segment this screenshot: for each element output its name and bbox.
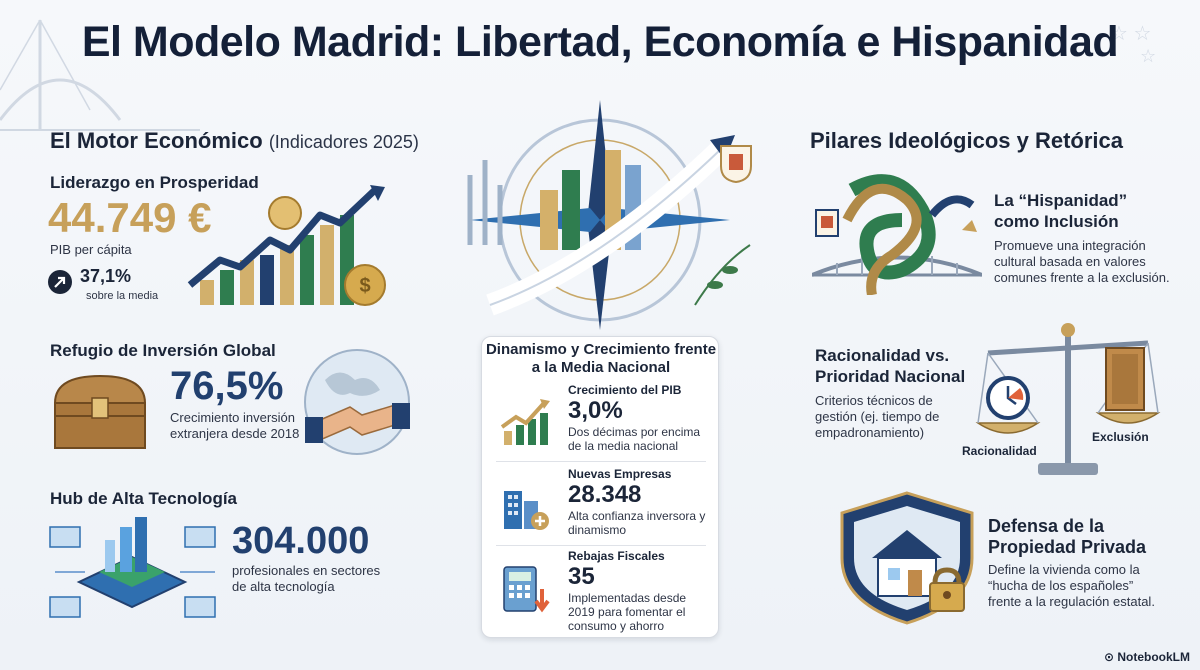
- compass-skyline-illustration: [430, 95, 770, 335]
- tech-professionals-caption: profesionales en sectores de alta tecnología: [232, 563, 381, 594]
- gdp-growth-row: [482, 383, 720, 477]
- notebooklm-icon: ⊙: [1103, 650, 1118, 664]
- page-title: El Modelo Madrid: Libertad, Economía e Hispanidad: [81, 18, 1119, 66]
- economic-engine-note: (Indicadores 2025): [268, 132, 419, 152]
- tax-cuts-row: [482, 549, 720, 643]
- svg-text:☆: ☆: [1140, 46, 1157, 66]
- new-companies-row: [482, 467, 720, 561]
- notebooklm-logo: [1104, 650, 1190, 664]
- prosperity-delta: 37,1%: [80, 266, 132, 286]
- tech-hub-label: Hub de Alta Tecnología: [50, 489, 238, 508]
- tax-cuts-label: Rebajas Fiscales: [568, 549, 665, 563]
- svg-text:☆ ☆: ☆ ☆: [1110, 23, 1152, 45]
- prosperity-delta-caption: sobre la media: [86, 290, 159, 302]
- growth-chart-icon: [498, 397, 550, 449]
- prosperity-label: Liderazgo en Prosperidad: [50, 173, 259, 192]
- globe-handshake-icon: [300, 345, 415, 460]
- balance-scale-illustration: [968, 318, 1168, 483]
- svg-text:$: $: [359, 275, 371, 297]
- up-arrow-icon: [48, 270, 72, 294]
- bridge-knot-illustration: [812, 170, 982, 295]
- growth-card-title: Dinamismo y Crecimiento frente a la Media Nacional: [485, 341, 717, 376]
- property-label: Defensa de la Propiedad Privada: [988, 516, 1147, 557]
- gdp-growth-value: 3,0%: [568, 397, 623, 424]
- economic-engine-heading: [50, 128, 419, 154]
- ideology-heading: Pilares Ideológicos y Retórica: [810, 128, 1124, 153]
- madrid-crest-icon: [718, 140, 754, 184]
- gdp-per-capita-value: 44.749 €: [48, 194, 212, 241]
- growth-bars-illustration: [180, 185, 400, 310]
- investment-label: Refugio de Inversión Global: [50, 341, 276, 360]
- card-divider: [496, 461, 706, 462]
- treasure-chest-icon: [50, 368, 150, 458]
- new-companies-value: 28.348: [568, 481, 642, 508]
- tech-professionals-value: 304.000: [232, 520, 370, 562]
- rationality-label: Racionalidad vs. Prioridad Nacional: [815, 346, 966, 386]
- tax-cuts-value: 35: [568, 563, 595, 590]
- economic-engine-title: El Motor Económico: [50, 128, 263, 153]
- growth-card: [481, 336, 719, 638]
- tech-chip-illustration: [45, 512, 220, 622]
- rationality-desc: Criterios técnicos de gestión (ej. tiempo de empadronamiento): [815, 393, 940, 440]
- new-companies-desc: Alta confianza inversora y dinamismo: [568, 509, 706, 537]
- foreign-investment-caption: Crecimiento inversión extranjera desde 2018: [170, 410, 300, 441]
- gdp-per-capita-caption: PIB per cápita: [50, 242, 132, 257]
- gdp-growth-label: Crecimiento del PIB: [568, 383, 682, 397]
- shield-house-lock-illustration: [832, 488, 982, 628]
- card-divider: [496, 545, 706, 546]
- new-companies-label: Nuevas Empresas: [568, 467, 672, 481]
- footer-brand: NotebookLM: [1117, 650, 1190, 664]
- property-desc: Define la vivienda como la “hucha de los españoles” frente a la regulación estatal.: [988, 562, 1155, 609]
- foreign-investment-value: 76,5%: [170, 364, 284, 408]
- tax-cuts-desc: Implementadas desde 2019 para fomentar el consumo y ahorro: [568, 591, 687, 633]
- scale-right-label: Exclusión: [1092, 430, 1149, 444]
- calculator-icon: [498, 563, 550, 615]
- hispanidad-desc: Promueve una integración cultural basada en valores comunes frente a la exclusión.: [994, 238, 1170, 285]
- gdp-growth-desc: Dos décimas por encima de la media nacional: [568, 425, 701, 453]
- building-plus-icon: [498, 481, 550, 533]
- scale-left-label: Racionalidad: [962, 444, 1037, 458]
- hispanidad-label: La “Hispanidad” como Inclusión: [994, 191, 1128, 231]
